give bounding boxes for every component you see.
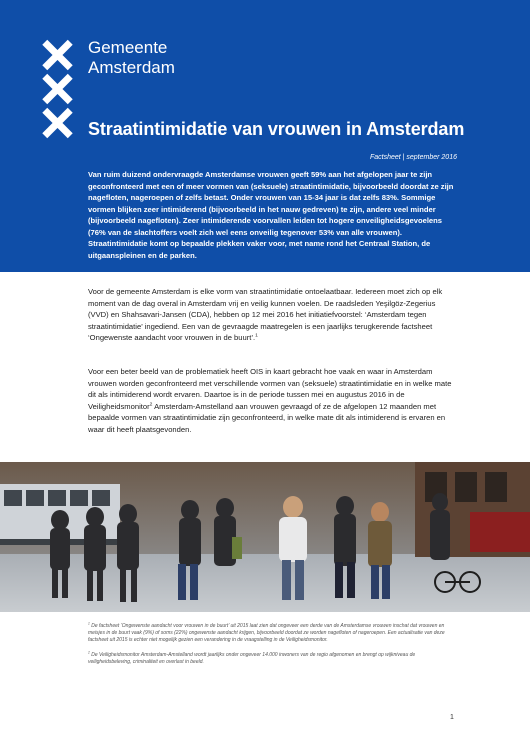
intro-summary: Van ruim duizend ondervraagde Amsterdamse vrouwen geeft 59% aan het afgelopen jaar te zijn geconfronteerd met een of meer vormen van (seksuele) straatintimidatie, bijvoorbeeld doordat ze zijn nagefloten, nageroepen of zelfs betast. Onder vrouwen van 15-34 jaar is dat zelfs 83%. Sommige vormen blijken zeer intimiderend (bijvoorbeeld in het nauw gedreven) te zijn, andere veel minder (bijvoorbeeld nagefloten). Zeer intimiderende voorvallen leiden tot hogere onveiligheidsgevoelens (76% van de slachtoffers voelt zich wel eens onveilig tegenover 53% van alle vrouwen). Straatintimidatie komt op bepaalde plekken vaker voor, met name rond het Centraal Station, de uitgaanspleinen en de parken. xyxy=(88,170,454,260)
andreas-cross-icon xyxy=(42,108,72,138)
body-paragraph-1-text: Voor de gemeente Amsterdam is elke vorm van straatintimidatie ontoelaatbaar. Iedereen moet zich op elk moment van de dag overal in Amsterdam vrij en veilig kunnen voelen. De raadsleden Yeşilgöz-Zegerius (VVD) en Shahsavari-Jansen (CDA), hebben op 12 mei 2016 het initiatiefvoorstel: ‘Amsterdam tegen straatintimidatie’ ingediend. Een van de gevraagde maatregelen is een jaarlijks terugkerende factsheet ‘Ongewenste aandacht voor vrouwen in de buurt’. xyxy=(88,287,443,342)
factsheet-date: Factsheet | september 2016 xyxy=(369,154,457,161)
page-title: Straatintimidatie van vrouwen in Amsterdam xyxy=(88,119,465,139)
brand-line-1: Gemeente xyxy=(88,38,168,57)
footnote-ref-1: 1 xyxy=(255,333,258,339)
footnote-1 xyxy=(88,623,453,644)
header-banner xyxy=(0,0,530,272)
footnote-2-text: De Veiligheidsmonitor Amsterdam-Amstelland wordt jaarlijks onder ongeveer 14.000 inwoners van de regio afgenomen en brengt op wijkniveau de veiligheidsbeleving, criminaliteit en overlast in beeld. xyxy=(88,652,416,665)
andreas-cross-icon xyxy=(42,40,72,70)
body-paragraph-2-text-b: Amsterdam-Amstelland aan vrouwen gevraagd of ze de afgelopen 12 maanden met bepaalde vormen van straatintimidatie zijn geconfronteerd, in welke mate dit als intimiderend is ervaren en waar dit heeft plaatsgevonden. xyxy=(88,401,446,434)
body-paragraph-2 xyxy=(88,366,457,435)
street-photo-illustration xyxy=(0,462,530,612)
body-paragraph-2-text-a: Voor een beter beeld van de problematiek heeft OIS in kaart gebracht hoe vaak en waar in Amsterdam vrouwen worden geconfronteerd met verschillende vormen van (seksuele) straatintimidatie en in welke mate dit als intimiderend wordt ervaren. Daartoe is in de periode tussen mei en augustus 2016 in de Veiligheidsmonitor xyxy=(88,367,452,411)
footnote-1-text: De factsheet ‘Ongewenste aandacht voor vrouwen in de buurt’ uit 2015 laat zien dat ongeveer een derde van de Amsterdamse vrouwen inschat dat vrouwen en meisjes in de buurt vaak (9%) of soms (22%) ongewenste aandacht krijgen, bijvoorbeeld doordat ze worden nagefloten of nageroepen. Een actualisatie van deze factsheet uit 2015 is echter niet mogelijk gezien een verandering in de vraagstelling in de Veiligheidsmonitor. xyxy=(88,623,445,643)
footnote-1-number: 1 xyxy=(88,621,90,626)
street-photo xyxy=(0,462,530,612)
brand-name xyxy=(88,38,175,78)
body-paragraph-1 xyxy=(88,286,457,344)
brand-line-2: Amsterdam xyxy=(88,58,175,77)
footnote-ref-2: 2 xyxy=(149,401,153,407)
andreas-cross-icon xyxy=(42,74,72,104)
footnotes xyxy=(88,623,453,674)
footnote-2-number: 2 xyxy=(88,650,90,655)
footnote-2 xyxy=(88,652,453,666)
page-number: 1 xyxy=(450,714,454,721)
